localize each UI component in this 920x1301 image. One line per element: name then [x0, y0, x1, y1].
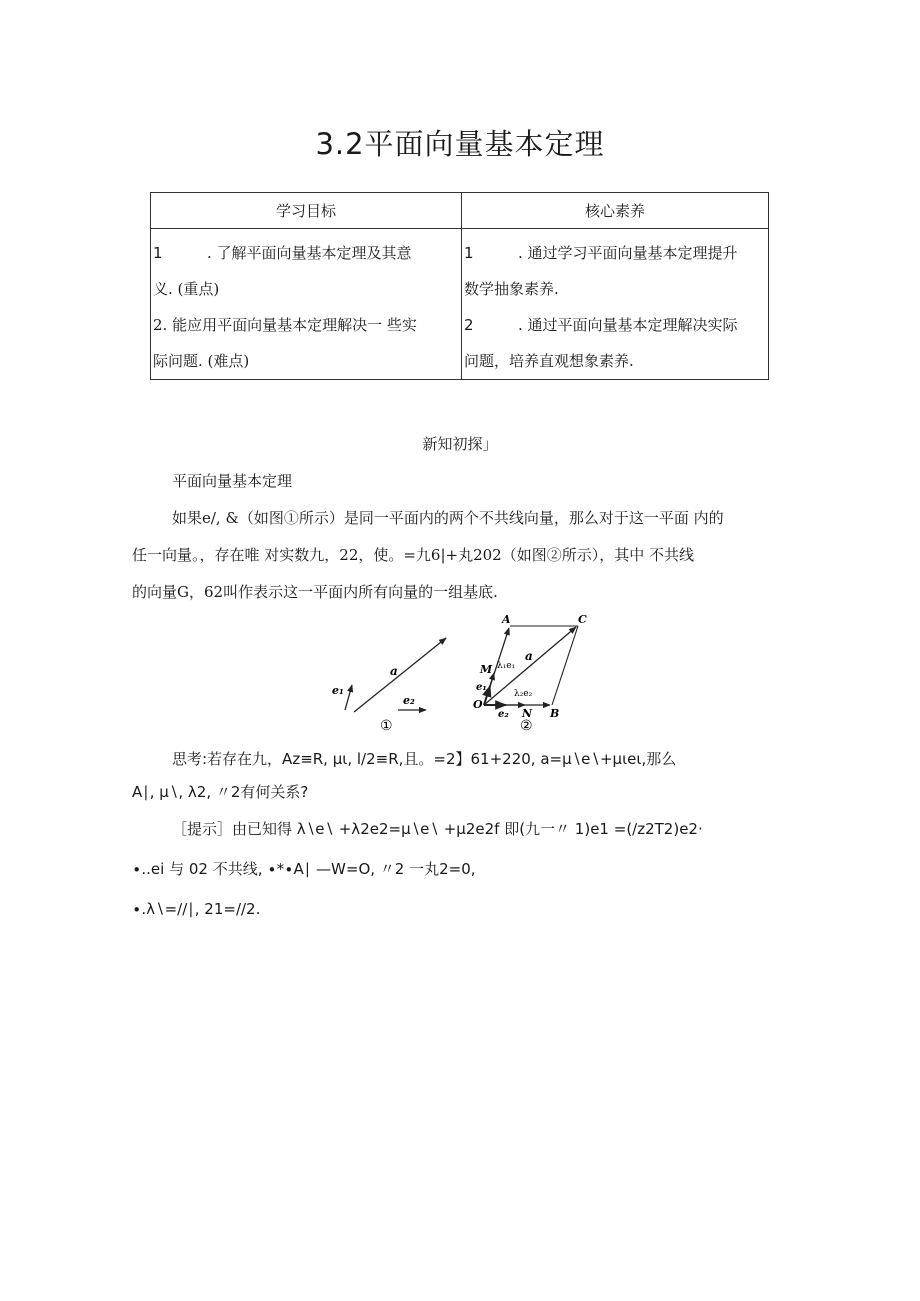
fig2-point-O: O — [473, 698, 483, 711]
goals-table — [150, 192, 769, 380]
body-line-3: 的向量G，62叫作表示这一平面内所有向量的一组基底. — [132, 583, 498, 601]
hint-line-3: ∙.λ∖=∕∕∣, 21=//2. — [132, 900, 261, 918]
think-line-2: A∣, μ∖, λ2, 〃2有何关系? — [132, 783, 309, 801]
fig2-label-lambda2e2: λ₂e₂ — [514, 689, 533, 699]
fig1-caption: ① — [380, 718, 393, 734]
hint-line-2: ∙..ei 与 02 不共线, ∙*∙A∣ —W=O, 〃2 一丸2=0, — [132, 860, 476, 878]
header-learning-goals: 学习目标 — [151, 193, 462, 229]
fig2-point-M: M — [480, 663, 493, 676]
goal-1-number: 1 — [153, 244, 163, 262]
fig2-point-A: A — [502, 613, 511, 626]
header-core-literacy: 核心素养 — [462, 193, 769, 229]
core-literacy-cell — [462, 229, 769, 380]
theorem-heading: 平面向量基本定理 — [172, 472, 293, 490]
literacy-2-text: . 通过平面向量基本定理解决实际 — [518, 316, 738, 334]
fig2-point-C: C — [578, 613, 587, 626]
literacy-2-number: 2 — [464, 316, 474, 334]
literacy-1-number: 1 — [464, 244, 474, 262]
hint-line-1: ［提示］由已知得 λ∖e∖ +λ2e2=μ∖e∖ +μ2e2f 即(九一〃 1)e1 =(∕z2T2)e2· — [172, 820, 703, 838]
fig1-label-e1: e₁ — [332, 684, 344, 697]
vector-figure — [320, 610, 600, 735]
body-line-2: 任一向量。，存在唯 对实数九，22，使。=九6|+丸202（如图②所示），其中 不共线 — [132, 546, 694, 564]
fig1-label-a: a — [390, 664, 398, 678]
goal-2-text: 2. 能应用平面向量基本定理解决一 些实 — [153, 316, 417, 334]
fig1-label-e2: e₂ — [403, 694, 415, 707]
fig2-label-lambda1e1: λ₁e₁ — [497, 661, 516, 671]
fig2-side-CB — [552, 626, 578, 705]
page-title: 3.2平面向量基本定理 — [315, 127, 605, 161]
literacy-1-text: . 通过学习平面向量基本定理提升 — [518, 244, 738, 262]
fig2-label-a: a — [525, 649, 533, 663]
think-line-1: 思考:若存在九，Az≡R, μι, l∕2≡R,且。=2】61+220, a=μ∖e∖+μιeι,那么 — [172, 750, 677, 768]
fig2-label-e2: e₂ — [498, 709, 509, 720]
literacy-2-text-cont: 问题，培养直观想象素养. — [464, 352, 634, 370]
goal-1-text-cont: 义. (重点) — [153, 280, 220, 298]
goal-1-text: . 了解平面向量基本定理及其意 — [207, 244, 412, 262]
body-line-1: 如果e/, &（如图①所示）是同一平面内的两个不共线向量，那么对于这一平面 内的 — [172, 509, 724, 527]
goal-2-text-cont: 际问题. (难点) — [153, 352, 250, 370]
fig2-caption: ② — [520, 718, 533, 734]
learning-goals-cell — [151, 229, 462, 380]
fig2-label-e1: e₁ — [476, 682, 487, 693]
fig2-point-N: N — [522, 707, 533, 720]
section-heading: 新知初探」 — [422, 435, 498, 453]
literacy-1-text-cont: 数学抽象素养. — [464, 280, 559, 298]
fig1-vector-a — [354, 638, 446, 712]
fig2-point-B: B — [550, 707, 560, 720]
fig1-vector-e1 — [345, 685, 352, 710]
